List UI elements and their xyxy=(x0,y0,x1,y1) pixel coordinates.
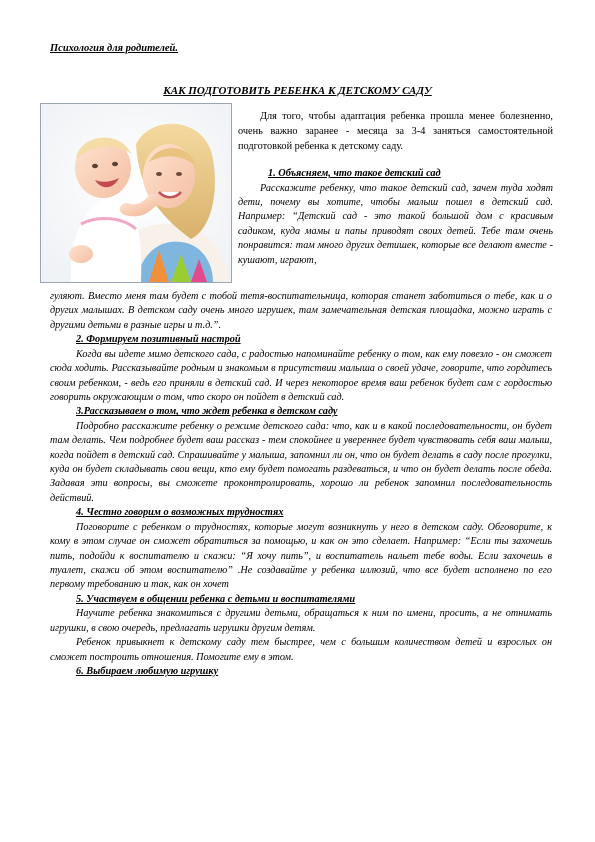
section-paragraph: Расскажите ребенку, что такое детский сад, зачем туда ходят дети, почему вы хотите, чтобы малыш пошел в детский сад. Например: “Детский сад - это такой большой дом с красивым садиком, куда мамы и папы приводят своих детей. Тебе там очень понравится: там много других детишек, которые все делают вместе - кушают, играют, xyxy=(238,182,553,266)
intro-paragraph xyxy=(238,109,553,154)
section-paragraph: Ребенок привыкнет к детскому саду тем быстрее, чем с большим количеством детей и взрослых он сможет построить отношения. Помогите ему в этом. xyxy=(50,637,552,663)
page-header: Психология для родителей. xyxy=(50,43,179,54)
section-heading: 6. Выбираем любимую игрушку xyxy=(76,665,219,677)
intro-text: Для того, чтобы адаптация ребенка прошла менее болезненно, очень важно заранее - месяца за 3-4 заняться самостоятельной подготовкой ребенка к детскому саду. xyxy=(238,111,553,152)
section-paragraph: Поговорите с ребенком о трудностях, которые могут возникнуть у него в детском саду. Обговорите, к кому в этом случае он сможет обратиться за помощью, и как он это сделает. Например: “Если ты захочешь пить, подойди к воспитателю и скажи: “Я хочу пить”, и воспитатель нальет тебе воды. Если захочешь в туалет, скажи об этом воспитателю” .Не создавайте у ребенка иллюзий, что все будет исполнено по его первому требованию и так, как он хочет xyxy=(50,521,552,591)
section-paragraph: гуляют. Вместо меня там будет с тобой тетя-воспитательница, которая станет заботиться о тебе, как и о других малышах. В детском саду очень много игрушек, там замечательная детская площадка, можно играть с другими детьми в разные игры и т.д.”. xyxy=(50,291,552,331)
main-text-flow xyxy=(50,290,552,679)
section-heading: 5. Участвуем в общении ребенка с детьми и воспитателями xyxy=(76,593,356,605)
section-1-top xyxy=(238,167,553,268)
section-heading: 2. Формируем позитивный настрой xyxy=(76,334,241,346)
mother-child-photo xyxy=(40,103,232,283)
section-heading: 4. Честно говорим о возможных трудностях xyxy=(76,507,284,519)
section-paragraph: Научите ребенка знакомиться с другими детьми, обращаться к ним по имени, просить, а не отнимать игрушки, в свою очередь, предлагать игрушки другим детям. xyxy=(50,608,552,634)
section-paragraph: Когда вы идете мимо детского сада, с радостью напоминайте ребенку о том, как ему повезло - он сможет сюда ходить. Рассказывайте родным и знакомым в присутствии малыша о своей удаче, говорите, что гордитесь своим ребенком, - ведь его приняли в детский сад. И через некоторое время ваш ребенок будет сам с гордостью говорить окружающим о том, что скоро он пойдет в детский сад. xyxy=(50,348,552,403)
document-title: КАК ПОДГОТОВИТЬ РЕБЕНКА К ДЕТСКОМУ САДУ xyxy=(163,85,432,97)
mother-and-child-photo-icon xyxy=(41,104,231,282)
section-paragraph: Подробно расскажите ребенку о режиме детского сада: что, как и в какой последовательности, он будет там делать. Чем подробнее будет ваш рассказ - тем спокойнее и увереннее будет чувствовать себя ваш малыш, когда пойдет в детский сад. Спрашивайте у малыша, запомнил ли он, что он будет делать в саду после прогулки, куда он будет складывать свои вещи, кто ему будет помогать раздеваться, и что он будет делать после обеда. Задавая эти вопросы, вы сможете проконтролировать, хорошо ли ребенок запомнил последовательность действий. xyxy=(50,420,552,504)
section-heading: 1. Объясняем, что такое детский сад xyxy=(268,168,441,179)
section-heading: 3.Рассказываем о том, что ждет ребенка в детском саду xyxy=(76,406,338,418)
